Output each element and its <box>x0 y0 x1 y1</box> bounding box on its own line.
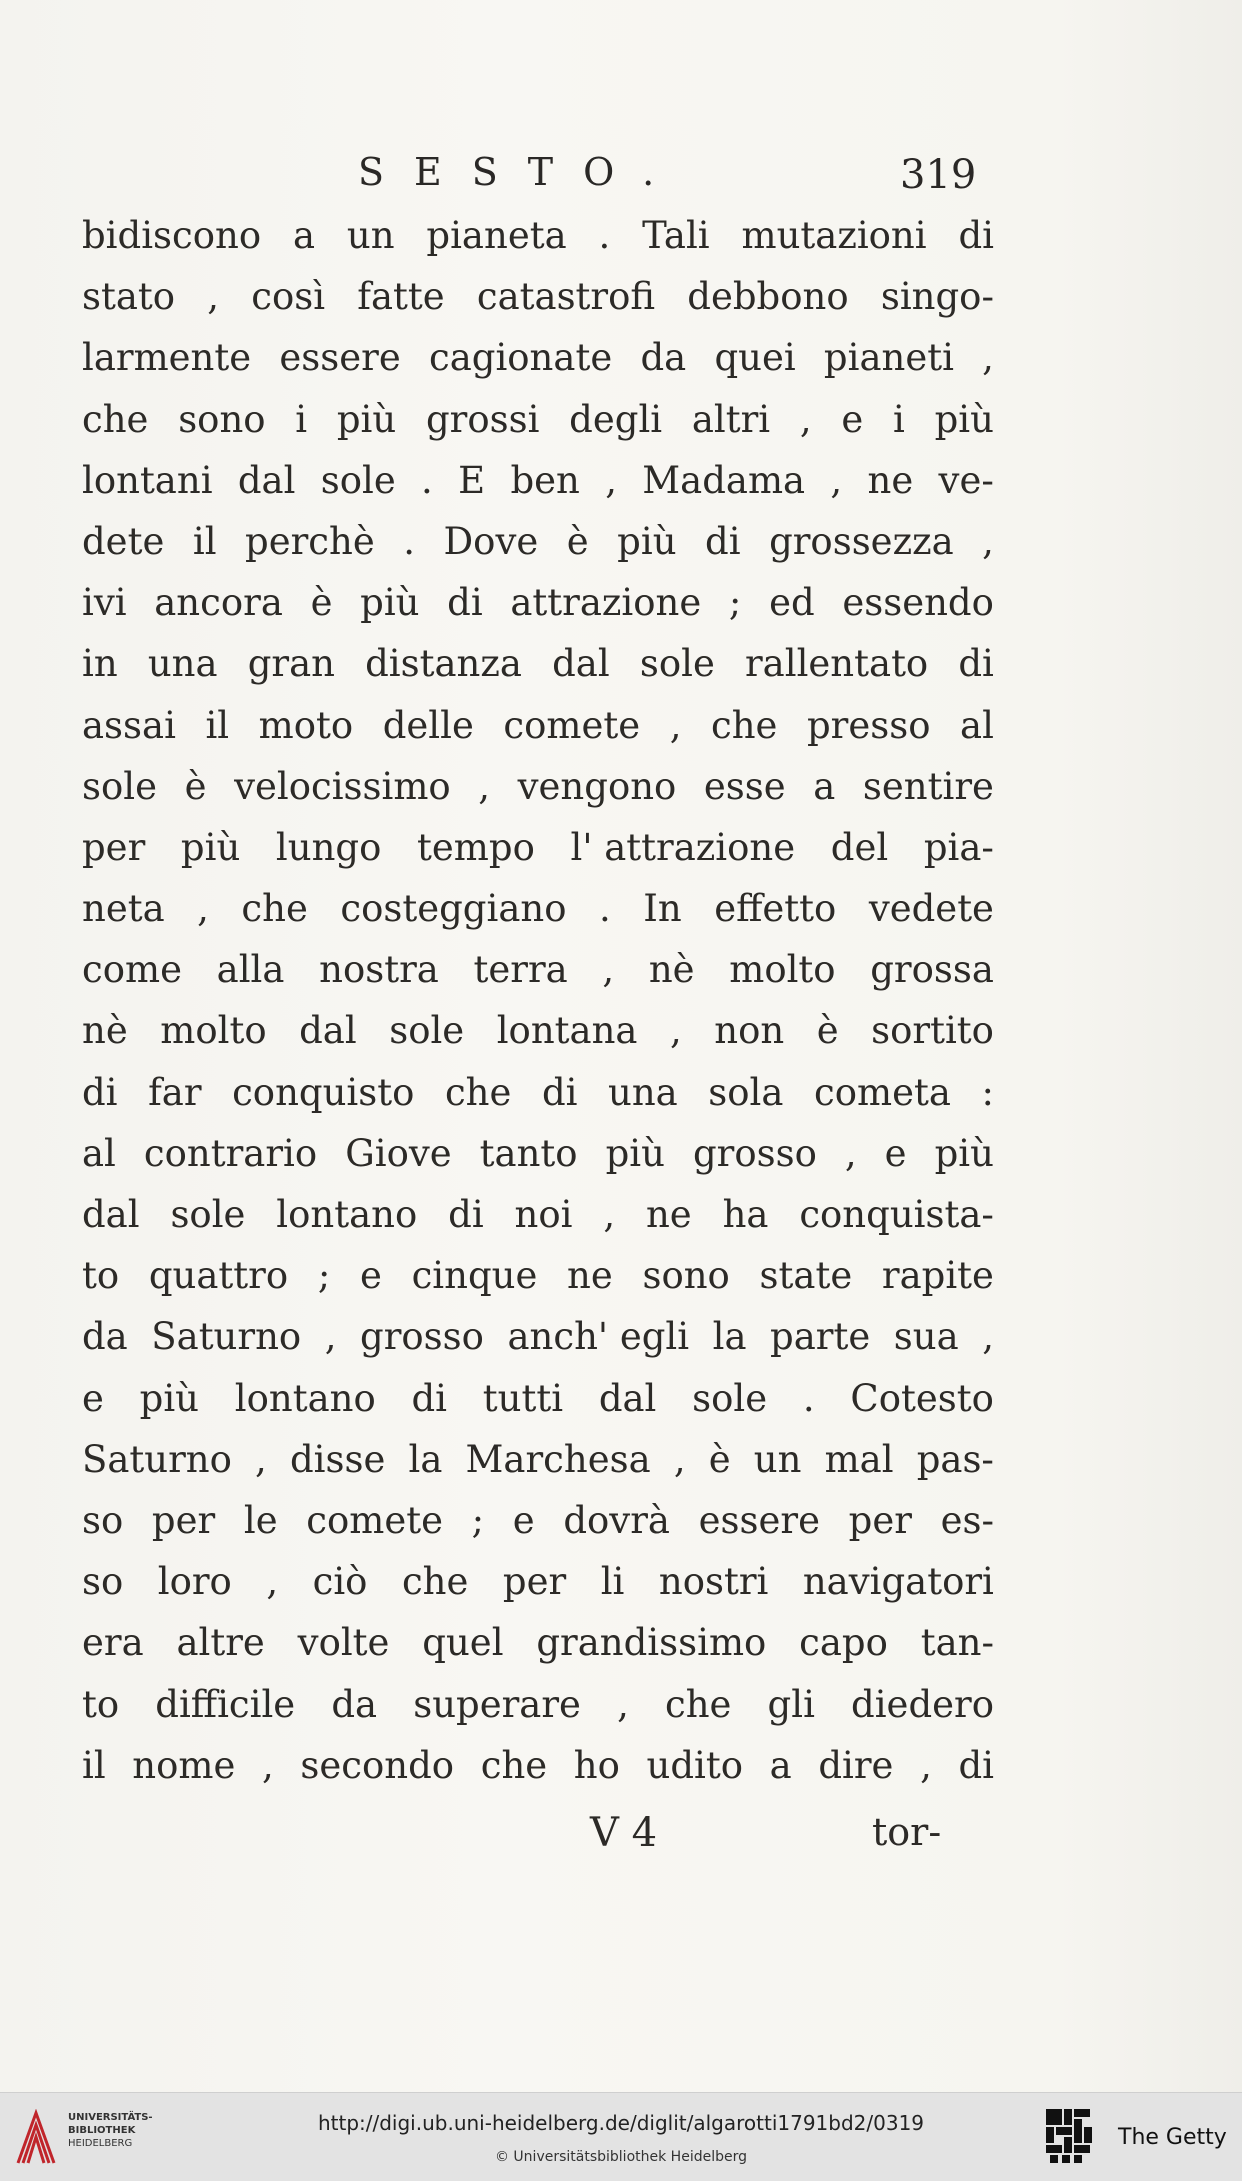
word: da <box>331 1682 378 1726</box>
word: nome <box>132 1743 236 1787</box>
word: al <box>82 1131 116 1175</box>
word: è <box>184 764 207 808</box>
word: Dove <box>443 519 539 563</box>
word: anch' egli <box>507 1315 690 1359</box>
word: un <box>346 214 395 257</box>
word: è <box>708 1437 731 1481</box>
word: . <box>802 1376 815 1420</box>
word: udito <box>646 1743 744 1787</box>
word: , <box>197 887 209 931</box>
word: assai <box>82 703 176 747</box>
body-text <box>82 214 994 1805</box>
word: bidiscono <box>82 214 262 257</box>
word: comete <box>503 703 641 747</box>
word: gran <box>247 642 335 686</box>
text-line <box>82 459 994 520</box>
word: stato <box>82 275 176 319</box>
word: di <box>705 519 741 563</box>
word: lontana <box>496 1009 638 1053</box>
word: più <box>360 581 420 625</box>
word: di <box>411 1376 448 1420</box>
word: più <box>934 1131 994 1175</box>
word: è <box>566 519 589 563</box>
word: sole <box>389 1009 465 1053</box>
word: Cotesto <box>850 1376 994 1420</box>
word: , <box>605 458 617 502</box>
word: dal <box>82 1193 140 1236</box>
word: essere <box>279 336 401 380</box>
word: catastrofi <box>476 275 656 319</box>
word: ed <box>769 581 815 625</box>
word: dire <box>818 1743 894 1787</box>
text-line <box>82 1377 994 1438</box>
word: pianeta <box>426 214 567 257</box>
word: , <box>669 703 682 747</box>
word: sortito <box>871 1009 994 1053</box>
word: e <box>512 1498 535 1542</box>
word: dal <box>299 1009 357 1053</box>
word: velocissimo <box>234 764 451 808</box>
word: a <box>769 1743 792 1787</box>
word: molto <box>160 1009 267 1053</box>
word: è <box>310 581 333 625</box>
word: altre <box>176 1621 265 1665</box>
word: , <box>982 336 994 380</box>
word: difficile <box>155 1682 296 1726</box>
word: terra <box>473 948 568 992</box>
word: , <box>830 458 843 502</box>
word: , <box>602 948 615 992</box>
text-line <box>82 765 994 826</box>
word: so <box>82 1560 124 1604</box>
word: pianeti <box>823 336 954 380</box>
word: per <box>848 1498 912 1542</box>
word: il <box>82 1743 106 1787</box>
text-line <box>82 275 994 336</box>
word: , <box>617 1682 629 1726</box>
word: Tali <box>642 214 710 257</box>
getty-logo-icon <box>1044 2107 1096 2167</box>
word: sono <box>642 1254 730 1298</box>
word: ancora <box>154 581 283 625</box>
word: più <box>605 1131 665 1175</box>
word: rallentato <box>745 642 929 686</box>
word: dovrà <box>563 1498 670 1542</box>
footer-bar <box>0 2092 1242 2181</box>
permalink-url[interactable]: http://digi.ub.uni-heidelberg.de/diglit/algarotti1791bd2/0319 <box>317 2111 925 2135</box>
word: ciò <box>312 1560 368 1604</box>
word: Madama <box>642 458 806 502</box>
word: vengono <box>517 764 677 808</box>
word: superare <box>413 1682 581 1726</box>
word: degli <box>569 397 663 441</box>
institution-line: BIBLIOTHEK <box>68 2125 136 2136</box>
word: delle <box>382 703 474 747</box>
word: mutazioni <box>741 214 927 257</box>
word: to <box>82 1254 120 1298</box>
word: quattro <box>148 1254 289 1298</box>
word: in <box>82 642 118 686</box>
word: , <box>670 1009 682 1053</box>
word: Giove <box>345 1131 452 1175</box>
word: , <box>982 1315 994 1359</box>
word: più <box>180 825 241 869</box>
text-line <box>82 1193 994 1254</box>
word: l' attrazione <box>570 825 796 869</box>
text-line <box>82 887 994 948</box>
text-line <box>82 398 994 459</box>
word: effetto <box>714 887 837 931</box>
word: le <box>243 1498 278 1542</box>
text-line <box>82 704 994 765</box>
word: conquista- <box>799 1193 994 1236</box>
word: , <box>844 1131 857 1175</box>
word: . <box>421 458 433 502</box>
word: ben <box>510 458 580 502</box>
word: grossezza <box>769 519 954 563</box>
word: che <box>444 1070 512 1114</box>
word: che <box>82 397 149 441</box>
word: fatte <box>357 275 445 319</box>
word: essendo <box>842 581 994 625</box>
word: grossi <box>425 397 540 441</box>
word: distanza <box>365 642 522 686</box>
word: che <box>664 1682 732 1726</box>
word: conquisto <box>232 1070 415 1114</box>
word: , <box>478 764 491 808</box>
word: debbono <box>687 275 849 319</box>
copyright-notice: © Universitätsbibliothek Heidelberg <box>494 2149 747 2165</box>
word: sole <box>639 642 715 686</box>
word: , <box>266 1560 279 1604</box>
word: noi <box>514 1193 573 1236</box>
word: pia- <box>923 825 994 869</box>
word: tutti <box>482 1376 564 1420</box>
word: lungo <box>275 825 382 869</box>
word: del <box>830 825 889 869</box>
text-line <box>82 214 994 275</box>
word: perchè <box>245 519 375 563</box>
word: i <box>295 397 308 441</box>
word: di <box>958 1743 994 1787</box>
word: far <box>148 1070 202 1114</box>
text-line <box>82 642 994 703</box>
word: come <box>82 948 182 992</box>
word: da <box>82 1315 128 1359</box>
word: per <box>151 1498 216 1542</box>
word: dal <box>598 1376 657 1420</box>
word: la <box>408 1437 443 1481</box>
word: la <box>712 1315 747 1359</box>
word: , <box>673 1437 686 1481</box>
word: ne <box>645 1193 692 1236</box>
word: che <box>480 1743 548 1787</box>
word: presso <box>806 703 931 747</box>
word: ; <box>728 581 742 625</box>
institution-line: UNIVERSITÄTS- <box>68 2112 153 2123</box>
text-line <box>82 1254 994 1315</box>
word: di <box>447 581 483 625</box>
text-line <box>82 1009 994 1070</box>
word: rapite <box>881 1254 994 1298</box>
word: . <box>598 214 611 257</box>
word: era <box>82 1621 144 1665</box>
word: di <box>541 1070 578 1114</box>
word: lontani <box>82 458 213 502</box>
word: più <box>617 519 677 563</box>
word: il <box>192 519 217 563</box>
text-line <box>82 1499 994 1560</box>
word: che <box>241 887 308 931</box>
word: Marchesa <box>465 1437 651 1481</box>
word: state <box>759 1254 853 1298</box>
word: parte <box>770 1315 871 1359</box>
word: . <box>599 887 611 931</box>
word: dal <box>552 642 610 686</box>
word: sola <box>708 1070 784 1114</box>
partner-name: The Getty <box>1118 2125 1227 2150</box>
word: sole <box>82 764 157 808</box>
word: una <box>147 642 218 686</box>
word: quel <box>422 1621 504 1665</box>
word: a <box>292 214 316 257</box>
word: così <box>251 275 326 319</box>
word: dete <box>82 519 165 563</box>
word: cinque <box>411 1254 538 1298</box>
word: più <box>139 1376 200 1420</box>
word: e <box>359 1254 382 1298</box>
catchword: tor- <box>872 1810 942 1854</box>
word: altri <box>691 397 771 441</box>
word: tempo <box>417 825 535 869</box>
word: ne <box>567 1254 613 1298</box>
word: , <box>255 1437 267 1481</box>
word: vedete <box>868 887 994 931</box>
word: molto <box>729 948 836 992</box>
word: : <box>981 1070 994 1114</box>
word: secondo <box>300 1743 455 1787</box>
word: più <box>336 397 397 441</box>
word: ho <box>573 1743 620 1787</box>
word: , <box>324 1315 337 1359</box>
word: che <box>401 1560 469 1604</box>
word: capo <box>799 1621 888 1665</box>
word: li <box>600 1560 625 1604</box>
word: neta <box>82 887 165 931</box>
word: disse <box>289 1437 386 1481</box>
word: , <box>207 275 220 319</box>
word: volte <box>297 1621 390 1665</box>
word: sua <box>893 1315 959 1359</box>
word: di <box>958 642 994 686</box>
word: grossa <box>870 948 994 992</box>
word: diedero <box>851 1682 994 1726</box>
word: , <box>920 1743 932 1787</box>
page-number: 319 <box>900 152 977 198</box>
word: . <box>403 519 416 563</box>
word: nostra <box>319 948 439 992</box>
text-line <box>82 826 994 887</box>
word: ne <box>867 458 914 502</box>
word: grandissimo <box>536 1621 767 1665</box>
word: lontano <box>234 1376 376 1420</box>
word: In <box>643 887 682 931</box>
word: comete <box>306 1498 443 1542</box>
word: sole <box>170 1193 246 1236</box>
text-line <box>82 1744 994 1805</box>
word: sole <box>692 1376 768 1420</box>
word: e <box>82 1376 104 1420</box>
text-line <box>82 948 994 1009</box>
word: di <box>958 214 994 257</box>
text-line <box>82 581 994 642</box>
word: , <box>603 1193 616 1236</box>
word: to <box>82 1682 120 1726</box>
word: Saturno <box>82 1437 232 1481</box>
word: grosso <box>360 1315 484 1359</box>
word: cagionate <box>428 336 613 380</box>
word: ; <box>471 1498 485 1542</box>
text-line <box>82 1315 994 1376</box>
word: nostri <box>658 1560 769 1604</box>
word: il <box>205 703 230 747</box>
text-line <box>82 1560 994 1621</box>
word: tanto <box>479 1131 578 1175</box>
text-line <box>82 1132 994 1193</box>
word: non <box>714 1009 785 1053</box>
word: ha <box>722 1193 769 1236</box>
word: attrazione <box>510 581 702 625</box>
word: quei <box>714 336 796 380</box>
word: , <box>799 397 812 441</box>
word: Saturno <box>151 1315 302 1359</box>
word: sole <box>320 458 396 502</box>
word: a <box>813 764 836 808</box>
word: gli <box>767 1682 815 1726</box>
word: larmente <box>82 336 252 380</box>
word: al <box>960 703 994 747</box>
text-line <box>82 1071 994 1132</box>
word: dal <box>237 458 296 502</box>
word: i <box>893 397 905 441</box>
word: e <box>884 1131 907 1175</box>
word: alla <box>216 948 285 992</box>
word: ve- <box>938 458 994 502</box>
word: un <box>753 1437 802 1481</box>
word: nè <box>82 1009 128 1053</box>
word: nè <box>648 948 695 992</box>
word: loro <box>157 1560 232 1604</box>
word: es- <box>940 1498 994 1542</box>
word: di <box>82 1070 118 1114</box>
word: singo- <box>880 275 994 319</box>
institution-line: HEIDELBERG <box>68 2138 133 2149</box>
word: sentire <box>862 764 994 808</box>
signature-mark: V 4 <box>590 1810 658 1856</box>
word: e <box>841 397 864 441</box>
word: moto <box>258 703 354 747</box>
word: contrario <box>143 1131 318 1175</box>
word: tan- <box>920 1621 994 1665</box>
text-line <box>82 520 994 581</box>
word: essere <box>698 1498 820 1542</box>
word: più <box>934 397 994 441</box>
text-line <box>82 1438 994 1499</box>
word: da <box>640 336 687 380</box>
text-line <box>82 1683 994 1744</box>
word: ; <box>317 1254 331 1298</box>
text-line <box>82 1621 994 1682</box>
word: è <box>816 1009 839 1053</box>
word: navigatori <box>802 1560 994 1604</box>
word: costeggiano <box>340 887 567 931</box>
word: ivi <box>82 581 127 625</box>
word: cometa <box>813 1070 951 1114</box>
word: esse <box>703 764 786 808</box>
word: lontano <box>276 1193 418 1236</box>
word: che <box>710 703 778 747</box>
word: E <box>458 458 486 502</box>
word: so <box>82 1498 124 1542</box>
word: per <box>502 1560 567 1604</box>
word: una <box>608 1070 678 1114</box>
word: grosso <box>692 1131 817 1175</box>
word: pas- <box>916 1437 994 1481</box>
word: mal <box>824 1437 894 1481</box>
running-head: SESTO. <box>358 150 685 194</box>
word: , <box>262 1743 274 1787</box>
word: , <box>982 519 994 563</box>
word: di <box>448 1193 484 1236</box>
text-line <box>82 336 994 397</box>
word: sono <box>178 397 266 441</box>
word: per <box>82 825 146 869</box>
